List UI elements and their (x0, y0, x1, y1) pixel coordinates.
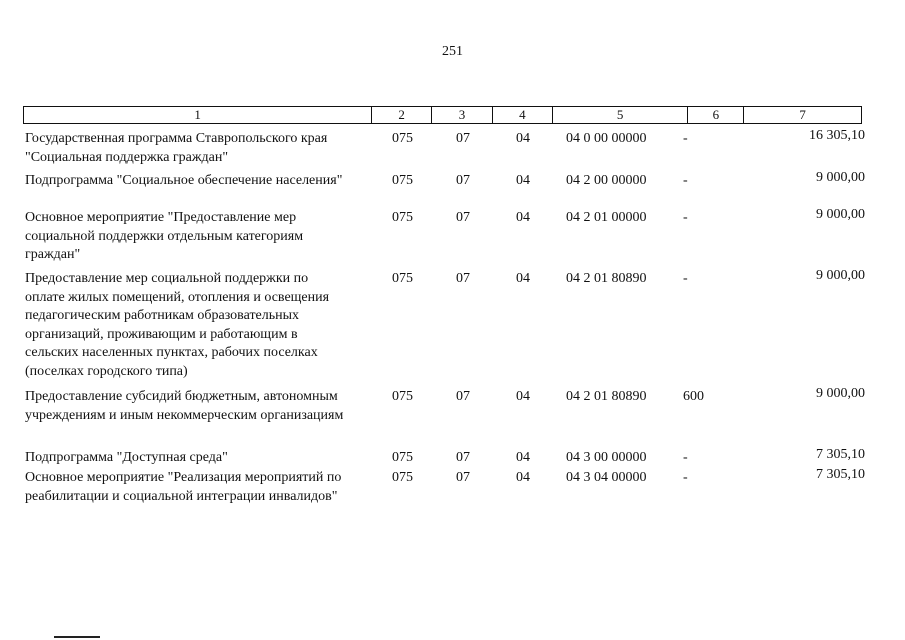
row-col-2: 075 (392, 271, 413, 286)
row-col-4: 04 (516, 271, 530, 286)
row-col-7: 16 305,10 (809, 128, 865, 143)
row-col-4: 04 (516, 389, 530, 404)
table-header (23, 106, 862, 124)
row-col-2: 075 (392, 450, 413, 465)
row-col-3: 07 (456, 131, 470, 146)
column-header-1: 1 (24, 107, 372, 123)
footer-rule (54, 636, 100, 638)
page-number: 251 (442, 44, 463, 59)
row-name: Государственная программа Ставропольского края "Социальная поддержка граждан" (25, 131, 328, 165)
row-col-3: 07 (456, 210, 470, 225)
column-header-2: 2 (372, 107, 432, 123)
row-col-4: 04 (516, 173, 530, 188)
row-col-2: 075 (392, 173, 413, 188)
row-col-5: 04 2 01 80890 (566, 271, 647, 286)
row-col-4: 04 (516, 450, 530, 465)
row-col-2: 075 (392, 210, 413, 225)
row-col-2: 075 (392, 389, 413, 404)
row-col-5: 04 2 01 80890 (566, 389, 647, 404)
column-header-4: 4 (493, 107, 553, 123)
row-col-6: - (683, 210, 688, 225)
row-col-3: 07 (456, 271, 470, 286)
row-col-6: - (683, 450, 688, 465)
row-name: Основное мероприятие "Реализация мероприятий по реабилитации и социальной интеграции инвалидов" (25, 470, 342, 504)
column-header-5: 5 (553, 107, 689, 123)
row-col-3: 07 (456, 173, 470, 188)
row-name: Подпрограмма "Доступная среда" (25, 450, 228, 465)
row-col-7: 7 305,10 (816, 447, 865, 462)
row-col-4: 04 (516, 470, 530, 485)
row-name: Подпрограмма "Социальное обеспечение населения" (25, 173, 343, 188)
row-col-6: - (683, 131, 688, 146)
column-header-7: 7 (799, 107, 806, 122)
row-col-3: 07 (456, 450, 470, 465)
row-col-5: 04 2 01 00000 (566, 210, 647, 225)
row-name: Предоставление мер социальной поддержки по оплате жилых помещений, отопления и освещения педагогическим работникам образовательных организаций, проживающим и работающим в сельских населенных пунктах, рабочих поселках (поселках городского типа) (25, 271, 330, 379)
row-col-7: 9 000,00 (816, 386, 865, 401)
row-col-5: 04 2 00 00000 (566, 173, 647, 188)
row-name: Основное мероприятие "Предоставление мер социальной поддержки отдельным категориям граждан" (25, 210, 304, 262)
row-col-6: 600 (683, 389, 704, 404)
row-col-2: 075 (392, 131, 413, 146)
row-col-4: 04 (516, 210, 530, 225)
row-col-7: 9 000,00 (816, 170, 865, 185)
row-col-5: 04 3 04 00000 (566, 470, 647, 485)
column-header-3: 3 (432, 107, 493, 123)
row-col-5: 04 0 00 00000 (566, 131, 647, 146)
column-header-6: 6 (688, 107, 744, 123)
row-col-2: 075 (392, 470, 413, 485)
row-col-6: - (683, 271, 688, 286)
row-col-5: 04 3 00 00000 (566, 450, 647, 465)
row-col-6: - (683, 470, 688, 485)
row-col-4: 04 (516, 131, 530, 146)
row-col-3: 07 (456, 389, 470, 404)
row-col-7: 9 000,00 (816, 268, 865, 283)
row-name: Предоставление субсидий бюджетным, автономным учреждениям и иным некоммерческим организациям (25, 389, 344, 423)
row-col-7: 9 000,00 (816, 207, 865, 222)
row-col-7: 7 305,10 (816, 467, 865, 482)
row-col-3: 07 (456, 470, 470, 485)
row-col-6: - (683, 173, 688, 188)
